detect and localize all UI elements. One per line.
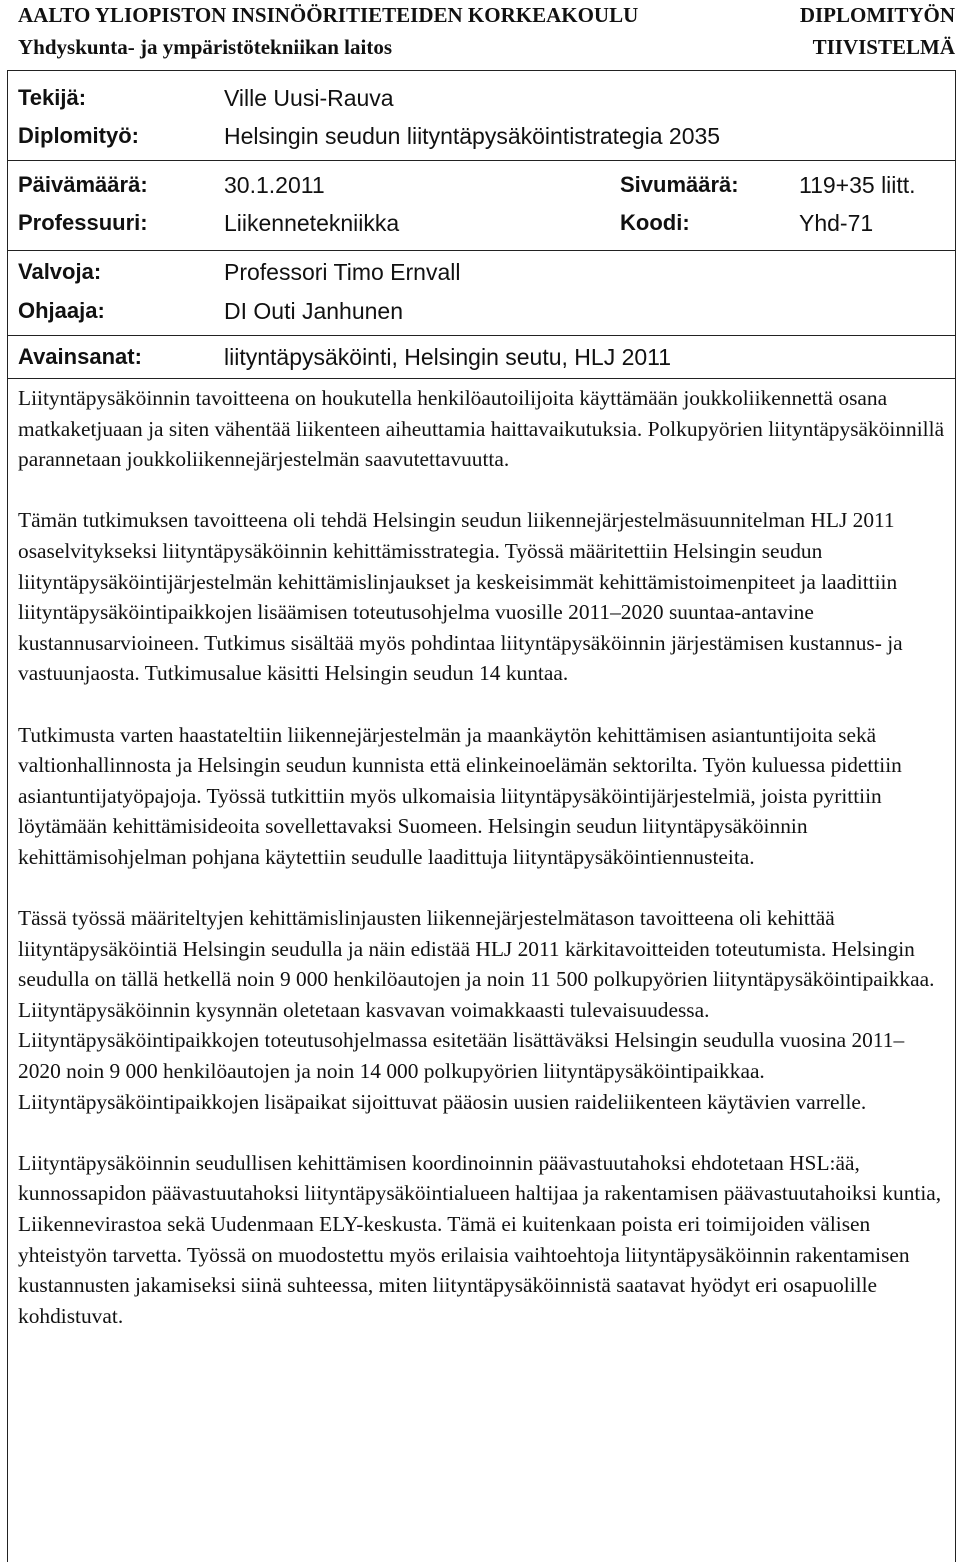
divider-4 [7,378,956,379]
thesis-label: Diplomityö: [18,123,139,148]
divider-2 [7,250,956,251]
code-label: Koodi: [620,210,690,235]
abstract-paragraph-5: Liityntäpysäköinnin seudullisen kehittämisen koordinoinnin päävastuutahoksi ehdotetaan HSL:ää, kunnossapidon päävastuutahoksi liityntäpysäköintialueen haltijaa ja rakentamisen päävastuutahoiksi kuntia, Liikennevirastoa sekä Uudenmaan ELY-keskusta. Tämä ei kuitenkaan poista eri toimijoiden välisen yhteistyön tarvetta. Työssä on muodostettu myös erilaisia vaihtoehtoja liityntäpysäköinnin rakentamisen kustannusten jakamiseksi siinä suhteessa, miten liityntäpysäköinnistä saatavat hyödyt eri osapuolille kohdistuvat. [18,1150,942,1328]
professorship-value: Liikennetekniikka [224,210,400,236]
department-name: Yhdyskunta- ja ympäristötekniikan laitos [18,35,392,59]
thesis-value: Helsingin seudun liityntäpysäköintistrategia 2035 [224,123,721,149]
code-value: Yhd-71 [799,210,874,236]
supervisor-label: Valvoja: [18,259,102,284]
keywords-value: liityntäpysäköinti, Helsingin seutu, HLJ 2011 [224,344,672,370]
instructor-label: Ohjaaja: [18,298,105,323]
pages-label: Sivumäärä: [620,172,739,197]
document-type-line2: TIIVISTELMÄ [812,35,955,59]
document-header [0,0,960,70]
abstract-paragraph-2: Tämän tutkimuksen tavoitteena oli tehdä Helsingin seudun liikennejärjestelmäsuunnitelman HLJ 2011 osaselvitykseksi liityntäpysäköinnin kehittämisstrategia. Työssä määritettiin Helsingin seudun liityntäpysäköintijärjestelmän kehittämislinjaukset ja keskeisimmät kehittämistoimenpiteet ja laadittiin liityntäpysäköintipaikkojen lisäämisen toteutusohjelma vuosille 2011–2020 suuntaa-antavine kustannusarvioineen. Tutkimus sisältää myös pohdintaa liityntäpysäköinnin järjestämisen kustannus- ja vastuunjaosta. Tutkimusalue käsitti Helsingin seudun 14 kuntaa. [18,508,903,686]
pages-value: 119+35 liitt. [799,172,916,198]
abstract-paragraph-3: Tutkimusta varten haastateltiin liikennejärjestelmän ja maankäytön kehittämisen asiantuntijoita sekä valtionhallinnosta ja Helsingin seudun kunnista että elinkeinoelämän sektorilta. Työn kuluessa pidettiin asiantuntijatyöpajoja. Työssä tutkittiin myös ulkomaisia liityntäpysäköintijärjestelmiä, joista pyrittiin löytämään kehittämisideoita sovellettavaksi Suomeen. Helsingin seudun liityntäpysäköinnin kehittämisohjelman pohjana käytettiin seudulle laadittuja liityntäpysäköintiennusteita. [18,722,902,869]
divider-1 [7,160,956,161]
professorship-label: Professuuri: [18,210,148,235]
abstract-paragraph-4: Tässä työssä määriteltyjen kehittämislinjausten liikennejärjestelmätason tavoitteena oli kehittää liityntäpysäköintiä Helsingin seudulla ja näin edistää HLJ 2011 kärkitavoitteiden toteutumista. Helsingin seudulla on tällä hetkellä noin 9 000 henkilöautojen ja noin 11 500 polkupyörien liityntäpysäköintipaikkaa. Liityntäpysäköinnin kysynnän oletetaan kasvavan voimakkaasti tulevaisuudessa. Liityntäpysäköintipaikkojen toteutusohjelmassa esitetään lisättäväksi Helsingin seudulla vuosina 2011–2020 noin 9 000 henkilöautojen ja noin 14 000 polkupyörien liityntäpysäköintipaikkaa. Liityntäpysäköintipaikkojen lisäpaikat sijoittuvat pääosin uusien raideliikenteen käytävien varrelle. [18,906,935,1114]
abstract-body [18,383,946,1362]
date-label: Päivämäärä: [18,172,148,197]
author-label: Tekijä: [18,85,87,110]
divider-3 [7,335,956,336]
abstract-paragraph-1: Liityntäpysäköinnin tavoitteena on houkutella henkilöautoilijoita käyttämään joukkoliikennettä osana matkaketjuaan ja siten vähentää liikenteen aiheuttamia haittavaikutuksia. Polkupyörien liityntäpysäköinnillä parannetaan joukkoliikennejärjestelmän saavutettavuutta. [18,386,945,472]
university-name: AALTO YLIOPISTON INSINÖÖRITIETEIDEN KORKEAKOULU [18,3,639,27]
document-type-line1: DIPLOMITYÖN [799,3,955,27]
supervisor-value: Professori Timo Ernvall [224,259,461,285]
author-value: Ville Uusi-Rauva [224,85,394,111]
instructor-value: DI Outi Janhunen [224,298,404,324]
date-value: 30.1.2011 [224,172,325,198]
keywords-label: Avainsanat: [18,344,142,369]
